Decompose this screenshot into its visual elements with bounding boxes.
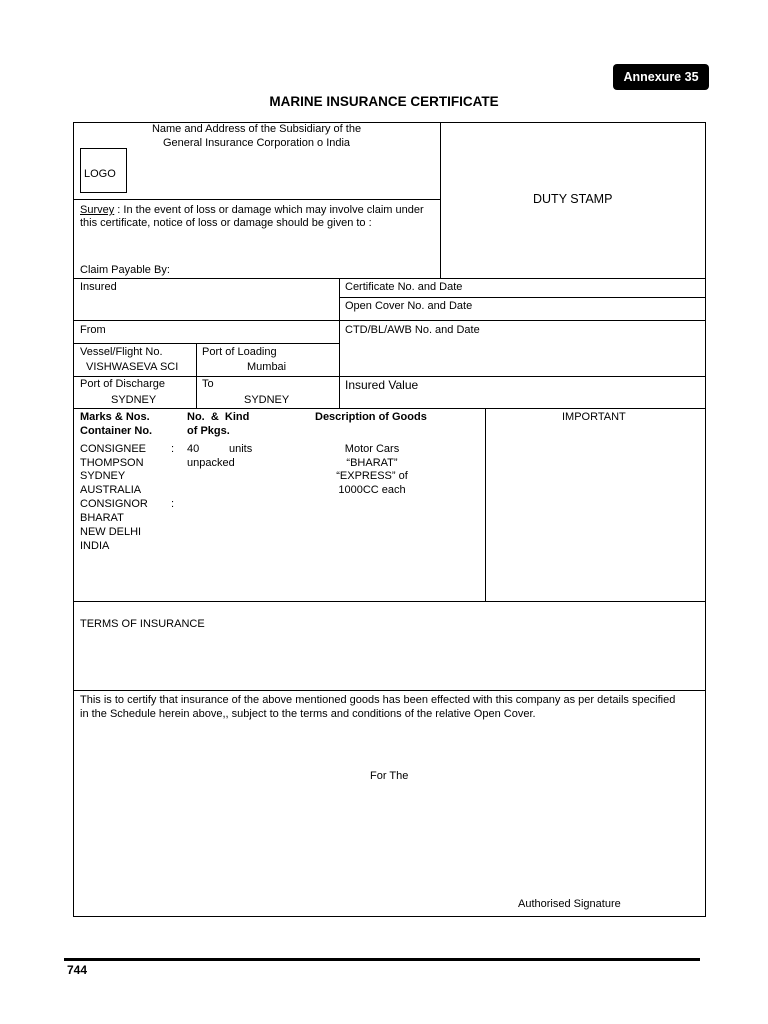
page-title: MARINE INSURANCE CERTIFICATE — [269, 94, 499, 109]
pkgs-header-1: No. & Kind — [187, 411, 250, 423]
survey-text: : In the event of loss or damage which may involve claim under — [114, 204, 424, 216]
important-label: IMPORTANT — [562, 411, 626, 423]
survey-text-line-1 — [80, 204, 424, 217]
pkgs-quantity: 40 — [187, 443, 200, 455]
description-line: 1000CC each — [338, 484, 406, 496]
consignee-line: THOMPSON — [80, 457, 144, 469]
logo-placeholder: LOGO — [84, 168, 116, 180]
survey-text-line-2: this certificate, notice of loss or damage should be given to : — [80, 217, 372, 229]
consignee-colon: : — [171, 443, 175, 455]
divider — [485, 408, 486, 602]
annexure-badge: Annexure 35 — [613, 64, 709, 90]
divider — [73, 278, 706, 279]
insured-value-label: Insured Value — [345, 378, 419, 392]
description-line: Motor Cars — [344, 443, 400, 455]
ctd-label: CTD/BL/AWB No. and Date — [345, 324, 480, 336]
certificate-no-label: Certificate No. and Date — [345, 281, 463, 293]
consignee-label: CONSIGNEE — [80, 443, 147, 455]
footer-rule — [64, 958, 700, 961]
marks-header-1: Marks & Nos. — [80, 411, 150, 423]
port-loading-label: Port of Loading — [202, 346, 277, 358]
survey-label: Survey — [80, 204, 115, 216]
vessel-label: Vessel/Flight No. — [80, 346, 163, 358]
port-discharge-label: Port of Discharge — [80, 378, 165, 390]
divider — [73, 320, 706, 321]
vessel-value: VISHWASEVA SCI — [86, 361, 179, 373]
consignee-line: AUSTRALIA — [80, 484, 142, 496]
description-line: “BHARAT” — [346, 457, 398, 469]
divider — [73, 408, 706, 409]
divider — [73, 376, 706, 377]
divider — [73, 343, 340, 344]
insured-label: Insured — [80, 281, 117, 293]
to-value: SYDNEY — [244, 394, 290, 406]
from-label: From — [80, 324, 106, 336]
certificate-form — [73, 122, 706, 917]
description-line: “EXPRESS” of — [336, 470, 408, 482]
consignor-label: CONSIGNOR — [80, 498, 148, 510]
divider — [73, 690, 706, 691]
certify-text-line-2: in the Schedule herein above,, subject to the terms and conditions of the relative Open Cover. — [80, 708, 536, 720]
consignor-line: BHARAT — [80, 512, 124, 524]
pkgs-kind: unpacked — [187, 457, 235, 469]
divider — [440, 122, 441, 279]
terms-of-insurance-label: TERMS OF INSURANCE — [80, 618, 205, 630]
claim-payable-label: Claim Payable By: — [80, 264, 170, 276]
to-label: To — [202, 378, 214, 390]
divider — [73, 199, 441, 200]
for-the-label: For The — [370, 770, 409, 782]
consignor-line: NEW DELHI — [80, 526, 142, 538]
port-discharge-value: SYDNEY — [111, 394, 157, 406]
subsidiary-line-1: Name and Address of the Subsidiary of the — [151, 123, 362, 135]
divider — [339, 297, 706, 298]
open-cover-label: Open Cover No. and Date — [345, 300, 473, 312]
subsidiary-line-2: General Insurance Corporation o India — [162, 137, 351, 149]
consignor-colon: : — [171, 498, 175, 510]
port-loading-value: Mumbai — [247, 361, 287, 373]
divider — [73, 601, 706, 602]
duty-stamp-label: DUTY STAMP — [533, 192, 613, 206]
marks-header-2: Container No. — [80, 425, 153, 437]
page-number: 744 — [67, 963, 88, 977]
consignor-line: INDIA — [80, 540, 110, 552]
certify-text-line-1: This is to certify that insurance of the above mentioned goods has been effected with this company as per details specified — [80, 694, 676, 706]
description-header: Description of Goods — [315, 411, 427, 423]
pkgs-header-2: of Pkgs. — [187, 425, 230, 437]
pkgs-units: units — [229, 443, 253, 455]
consignee-line: SYDNEY — [80, 470, 126, 482]
authorised-signature-label: Authorised Signature — [518, 898, 621, 910]
